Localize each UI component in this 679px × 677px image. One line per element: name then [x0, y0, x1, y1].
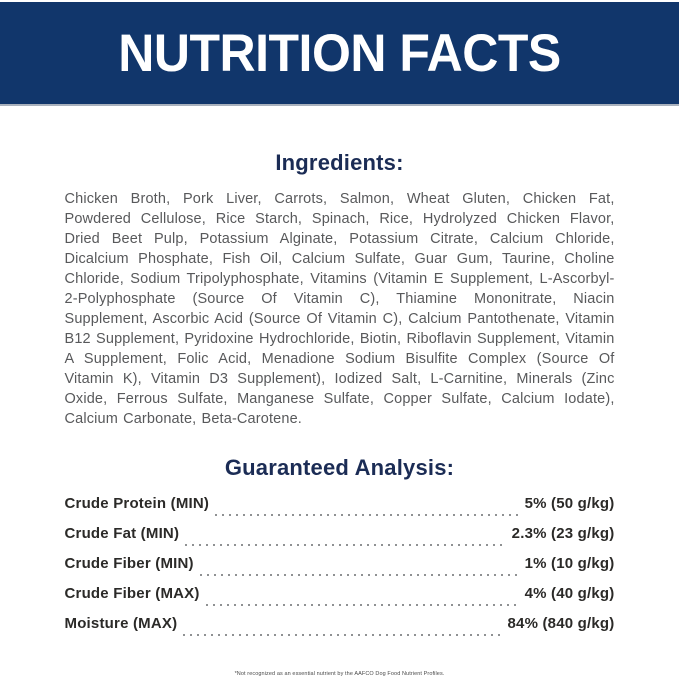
dotted-leader [185, 544, 505, 546]
dotted-leader [206, 604, 519, 606]
dotted-leader [200, 574, 519, 576]
analysis-row-value: 1% (10 g/kg) [524, 555, 615, 572]
analysis-row-label: Crude Fat (MIN) [64, 525, 180, 542]
dotted-leader [183, 634, 501, 636]
analysis-row-crude-fat-min [65, 525, 615, 555]
analysis-row-value: 5% (50 g/kg) [524, 495, 615, 512]
analysis-row-value: 2.3% (23 g/kg) [511, 525, 615, 542]
header-banner [0, 2, 679, 106]
analysis-table [65, 495, 615, 645]
dotted-leader [215, 514, 518, 516]
analysis-row-label: Crude Protein (MIN) [64, 495, 210, 512]
nutrition-facts-label [0, 2, 679, 677]
guaranteed-analysis-heading: Guaranteed Analysis: [224, 455, 455, 480]
ingredients-list: Chicken Broth, Pork Liver, Carrots, Salmon, Wheat Gluten, Chicken Fat, Powdered Cellulose, Rice Starch, Spinach, Rice, Hydrolyzed Chicken Flavor, Dried Beet Pulp, Potassium Alginate, Potassium Citrate, Calcium Chloride, Dicalcium Phosphate, Fish Oil, Calcium Sulfate, Guar Gum, Taurine, Choline Chloride, Sodium Tripolyphosphate, Vitamins (Vitamin E Supplement, L-Ascorbyl-2-Polyphosphate (Source Of Vitamin C), Thiamine Mononitrate, Niacin Supplement, Ascorbic Acid (Source Of Vitamin C), Calcium Pantothenate, Vitamin B12 Supplement, Pyridoxine Hydrochloride, Biotin, Riboflavin Supplement, Vitamin A Supplement, Folic Acid, Menadione Sodium Bisulfite Complex (Source Of Vitamin K), Vitamin D3 Supplement), Iodized Salt, L-Carnitine, Minerals (Zinc Oxide, Ferrous Sulfate, Manganese Sulfate, Copper Sulfate, Calcium Iodate), Calcium Carbonate, Beta-Carotene. [64, 191, 615, 427]
ingredients-heading: Ingredients: [275, 150, 404, 175]
analysis-row-label: Moisture (MAX) [64, 615, 178, 632]
analysis-row-moisture-max [65, 615, 615, 645]
label-content [65, 106, 615, 677]
analysis-row-label: Crude Fiber (MAX) [64, 585, 200, 602]
analysis-row-crude-fiber-max [65, 585, 615, 615]
aafco-footnote: *Not recognized as an essential nutrient by the AAFCO Dog Food Nutrient Profiles. [234, 671, 445, 677]
page-title: NUTRITION FACTS [118, 23, 561, 83]
analysis-row-label: Crude Fiber (MIN) [64, 555, 194, 572]
analysis-row-crude-protein-min [65, 495, 615, 525]
analysis-row-value: 4% (40 g/kg) [524, 585, 615, 602]
analysis-row-value: 84% (840 g/kg) [507, 615, 615, 632]
analysis-row-crude-fiber-min [65, 555, 615, 585]
